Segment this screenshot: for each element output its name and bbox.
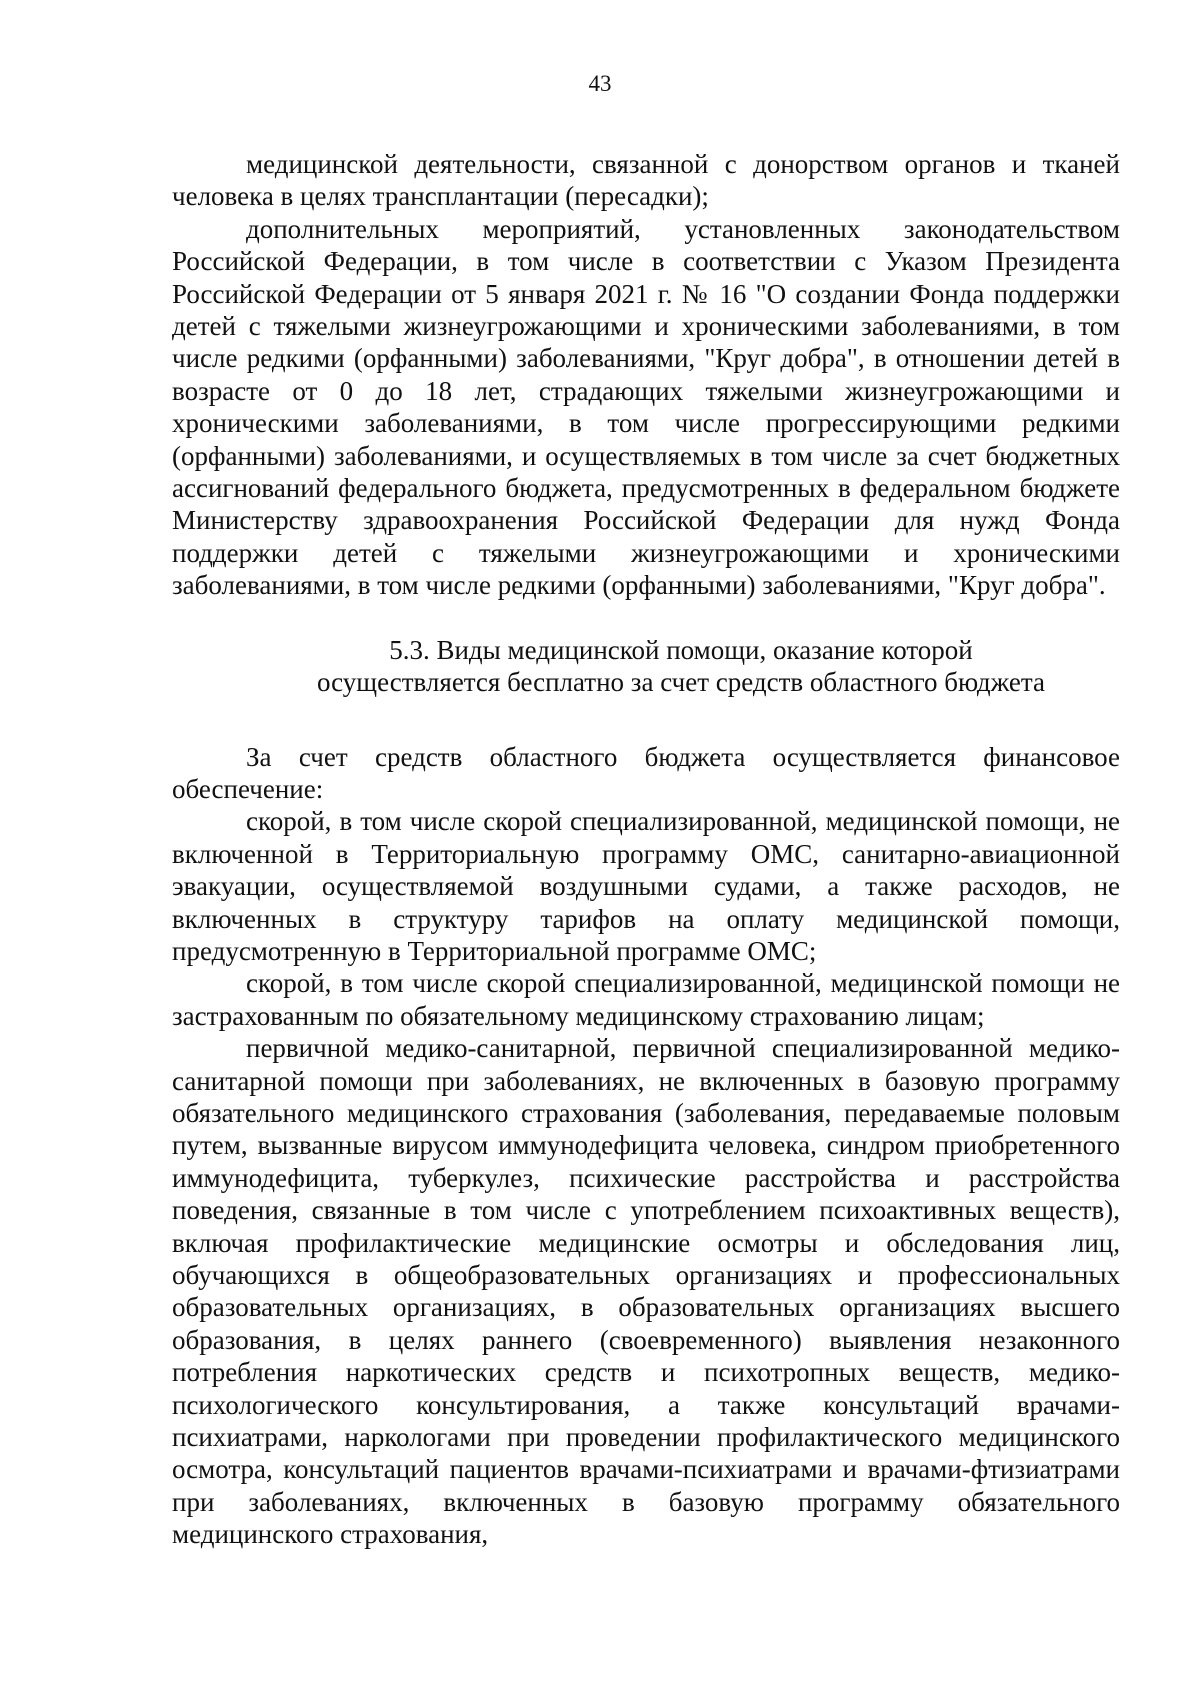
page-number: 43 [588,71,612,96]
section-heading [172,634,1120,699]
document-body [172,148,1120,1551]
paragraph-additional-measures: дополнительных мероприятий, установленных законодательством Российской Федерации, в том числе в соответствии с Указом Президента Российской Федерации от 5 января 2021 г. № 16 "О создании Фонда поддержки детей с тяжелыми жизнеугрожающими и хроническими заболеваниями, в том числе редкими (орфанными) заболеваниями, "Круг добра", в отношении детей в возрасте от 0 до 18 лет, страдающих тяжелыми жизнеугрожающими и хроническими заболеваниями, в том числе прогрессирующими редкими (орфанными) заболеваниями, и осуществляемых в том числе за счет бюджетных ассигнований федерального бюджета, предусмотренных в федеральном бюджете Министерству здравоохранения Российской Федерации для нужд Фонда поддержки детей с тяжелыми жизнеугрожающими и хроническими заболеваниями, в том числе редкими (орфанными) заболеваниями, "Круг добра". [172,213,1120,601]
paragraph-donorship: медицинской деятельности, связанной с донорством органов и тканей человека в целях трансплантации (пересадки); [172,149,1120,212]
paragraph-primary-care: первичной медико-санитарной, первичной специализированной медико-санитарной помощи при заболеваниях, не включенных в базовую программу обязательного медицинского страхования (заболевания, передаваемые половым путем, вызванные вирусом иммунодефицита человека, синдром приобретенного иммунодефицита, туберкулез, психические расстройства и расстройства поведения, связанные в том числе с употреблением психоактивных веществ), включая профилактические медицинские осмотры и обследования лиц, обучающихся в общеобразовательных организациях и профессиональных образовательных организациях, в образовательных организациях высшего образования, в целях раннего (своевременного) выявления незаконного потребления наркотических средств и психотропных веществ, медико-психологического консультирования, а также консультаций врачами-психиатрами, наркологами при проведении профилактического медицинского осмотра, консультаций пациентов врачами-психиатрами и врачами-фтизиатрами при заболеваниях, включенных в базовую программу обязательного медицинского страхования, [172,1033,1120,1550]
paragraph-emergency-uninsured: скорой, в том числе скорой специализированной, медицинской помощи не застрахованным по обязательному медицинскому страхованию лицам; [172,968,1120,1031]
section-heading-line-1: 5.3. Виды медицинской помощи, оказание которой [389,634,973,665]
paragraph-emergency-care: скорой, в том числе скорой специализированной, медицинской помощи, не включенной в Территориальную программу ОМС, санитарно-авиационной эвакуации, осуществляемой воздушными судами, а также расходов, не включенных в структуру тарифов на оплату медицинской помощи, предусмотренную в Территориальной программе ОМС; [172,806,1120,966]
paragraph-financing-intro: За счет средств областного бюджета осуществляется финансовое обеспечение: [172,741,1120,804]
section-heading-line-2: осуществляется бесплатно за счет средств областного бюджета [317,667,1045,698]
